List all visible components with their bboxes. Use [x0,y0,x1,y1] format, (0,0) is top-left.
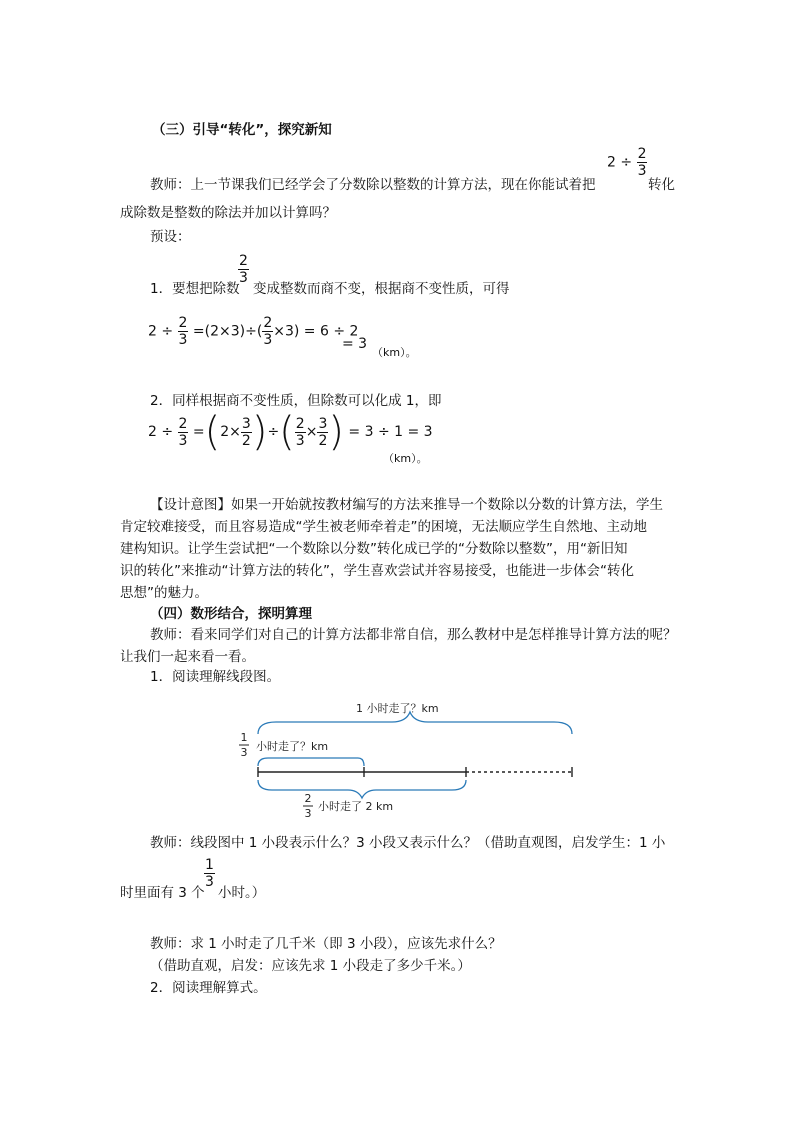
eq2-f1-num: 2 [178,415,188,432]
equation-2 [148,409,433,455]
question1-fraction [204,858,215,889]
eq2-f2-num: 3 [241,415,251,432]
left-brace [258,758,364,766]
eq2-left-paren-2: ( [279,409,295,455]
eq2-f1-den: 3 [178,432,188,449]
teacher-prompt-line2: 成除数是整数的除法并加以计算吗？ [120,205,336,221]
equation-1 [148,316,358,347]
eq2-unit: （km）。 [383,452,428,465]
question2: 教师：求 1 小时走了几千米（即 3 小段），应该先求什么？ [150,936,502,952]
eq1-result: = 3 [342,336,368,352]
preset-label: 预设： [150,229,191,245]
question2-hint: （借助直观，启发：应该先求 1 小段走了多少千米。） [150,958,471,974]
inline-expr-int: 2 [607,154,616,171]
eq1-fraction-2 [262,316,273,347]
question1-line2-pre: 时里面有 3 个 [120,885,205,901]
item1-suffix: 变成整数而商不变，根据商不变性质，可得 [253,281,510,297]
left-label: 小时走了？km [256,740,329,753]
eq2-f3-num: 2 [295,415,305,432]
bottom-frac-num: 2 [304,792,312,805]
line-segment-diagram [236,694,582,820]
eq2-t1: 2× [220,424,241,440]
eq2-right-paren-2: ) [328,409,344,455]
item2-text: 2．同样根据商不变性质，但除数可以化成 1，即 [150,393,442,409]
inline-frac-den: 3 [637,163,647,179]
eq1-unit: （km）。 [372,346,417,359]
left-frac-den: 3 [240,746,248,759]
bottom-frac-den: 3 [304,807,312,820]
q1-frac-num: 1 [205,857,214,873]
section4-line2: 让我们一起来看一看。 [120,649,255,665]
top-label: 1 小时走了？km [356,702,439,715]
section4-item2: 2．阅读理解算式。 [150,980,267,996]
eq1-mid2: ×3) = 6 ÷ 2 [273,323,359,340]
eq2-fraction-2 [241,417,252,448]
eq2-f4-num: 3 [318,415,328,432]
eq2-tail: = 3 ÷ 1 = 3 [348,424,433,440]
inline-expr-op: ÷ [620,154,633,171]
eq1-f1-den: 3 [178,332,188,348]
q1-frac-den: 3 [205,874,214,890]
eq2-div: ÷ [267,424,280,440]
eq1-f2-den: 3 [263,332,273,348]
item1-fraction [238,254,249,285]
design-intent-line-3: 建构知识。让学生尝试把“一个数除以分数”转化成已学的“分数除以整数”，用“新旧知 [120,541,628,557]
eq2-fraction-3 [295,417,306,448]
teacher-prompt-line1: 教师：上一节课我们已经学会了分数除以整数的计算方法，现在你能试着把 [150,177,596,193]
eq2-eq-a: = [192,424,205,440]
eq2-fraction-4 [317,417,328,448]
eq1-f1-num: 2 [178,315,188,331]
eq2-f2-den: 2 [241,432,251,449]
section4-heading: （四）数形结合，探明算理 [150,606,312,622]
eq2-fraction-1 [178,417,189,448]
item1-frac-den: 3 [239,270,248,286]
question1-line2-post: 小时。） [218,885,266,901]
eq2-f3-den: 3 [295,432,305,449]
question1-line1: 教师：线段图中 1 小段表示什么？3 小段又表示什么？（借助直观图，启发学生：1 小 [150,835,666,851]
design-intent-line-1: 【设计意图】如果一开始就按教材编写的方法来推导一个数除以分数的计算方法，学生 [150,497,663,513]
eq1-fraction-1 [178,316,189,347]
left-frac-num: 1 [240,731,248,744]
eq1-mid1: =(2×3)÷( [192,323,263,340]
teacher-prompt-b: 转化 [648,177,675,193]
eq2-right-paren-1: ) [251,409,268,455]
eq2-left-paren-1: ( [204,409,221,455]
inline-frac-num: 2 [637,146,647,162]
eq1-lead: 2 ÷ [148,323,174,340]
design-intent-line-4: 识的转化”来推动“计算方法的转化”，学生喜欢尝试并容易接受，也能进一步体会“转化 [120,563,634,579]
item1-frac-num: 2 [239,253,248,269]
section3-heading: （三）引导“转化”，探究新知 [152,122,332,138]
bottom-brace [258,780,466,798]
section4-line1: 教师：看来同学们对自己的计算方法都非常自信，那么教材中是怎样推导计算方法的呢？ [150,627,677,643]
design-intent-line-2: 肯定较难接受，而且容易造成“学生被老师牵着走”的困境，无法顺应学生自然地、主动地 [120,519,647,535]
bottom-label: 小时走了 2 km [318,800,394,813]
top-brace [258,712,572,734]
inline-fraction [637,147,648,178]
inline-expression [607,147,647,178]
eq2-times: × [305,424,318,440]
eq2-f4-den: 2 [318,432,328,449]
eq2-lead: 2 ÷ [148,424,174,440]
section4-item1: 1．阅读理解线段图。 [150,669,281,685]
design-intent-line-5: 思想”的魅力。 [120,585,208,601]
eq1-f2-num: 2 [263,315,273,331]
item1-prefix: 1．要想把除数 [150,281,240,297]
